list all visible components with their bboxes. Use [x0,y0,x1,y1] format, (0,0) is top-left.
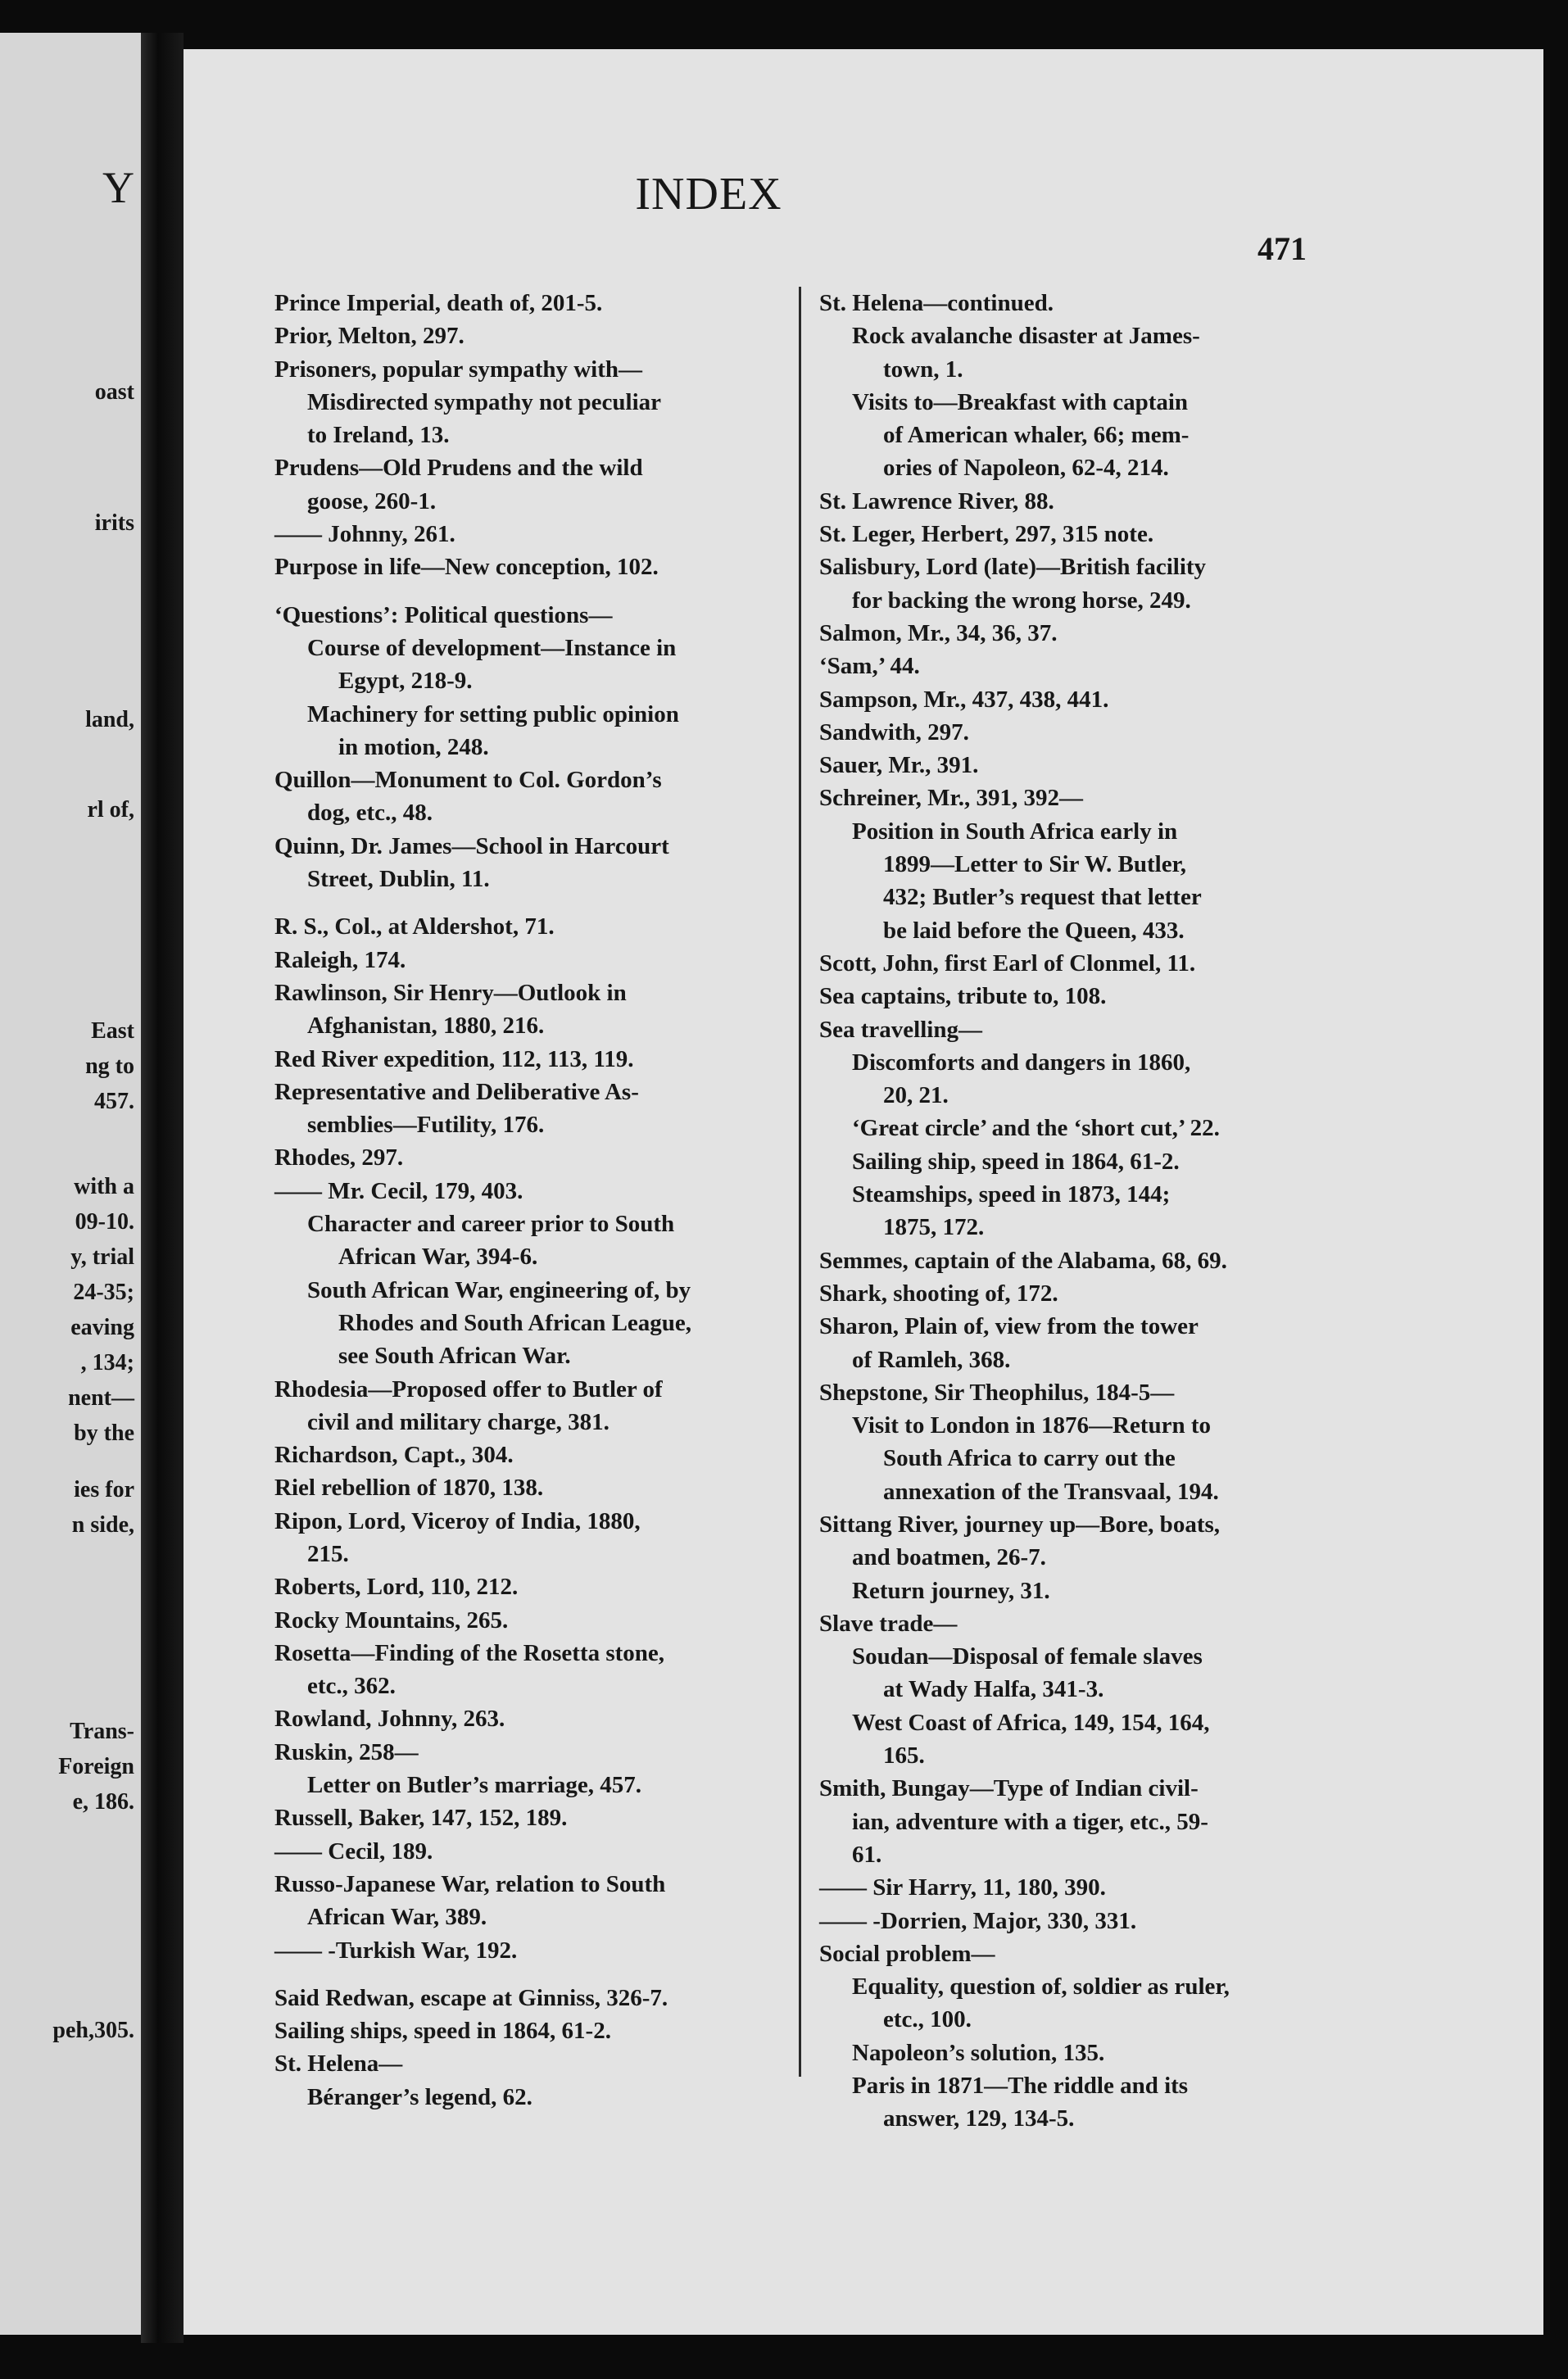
index-entry-line: Rock avalanche disaster at James- [852,323,1200,350]
index-entry-line: Return journey, 31. [852,1577,1050,1604]
index-entry-line: St. Leger, Herbert, 297, 315 note. [819,521,1154,548]
index-entry-line: Scott, John, first Earl of Clonmel, 11. [819,949,1196,977]
index-entry-line: Richardson, Capt., 304. [274,1442,514,1469]
index-entry-line: Machinery for setting public opinion [307,700,679,727]
index-entry-line: 61. [852,1841,882,1868]
index-entry-line: Ripon, Lord, Viceroy of India, 1880, [274,1507,641,1534]
index-entry-line: 215. [307,1540,349,1567]
page-number: 471 [1258,230,1307,267]
index-entry-line: Rhodes, 297. [274,1144,404,1171]
index-entry-line: —— Cecil, 189. [274,1837,433,1865]
index-entry-line: ian, adventure with a tiger, etc., 59- [852,1808,1208,1835]
index-entry-line: Letter on Butler’s marriage, 457. [307,1772,642,1799]
index-entry-line: Rhodesia—Proposed offer to Butler of [274,1375,663,1402]
entry-spacer [274,584,789,599]
index-entry-line: 1875, 172. [883,1214,985,1241]
index-entry-line: for backing the wrong horse, 249. [852,587,1191,614]
index-entry-line: Rocky Mountains, 265. [274,1606,509,1634]
index-entry-line: Ruskin, 258— [274,1738,419,1765]
index-entry-line: West Coast of Africa, 149, 154, 164, [852,1709,1210,1736]
index-entry-line: Prior, Melton, 297. [274,323,465,350]
index-entry-line: Sauer, Mr., 391. [819,752,979,779]
index-entry-line: Social problem— [819,1940,995,1967]
index-entry-line: Course of development—Instance in [307,634,677,661]
entry-spacer [274,895,789,910]
index-entry-line: St. Lawrence River, 88. [819,487,1054,514]
index-entry-line: Red River expedition, 112, 113, 119. [274,1045,634,1072]
index-entry-line: Street, Dublin, 11. [307,866,490,893]
facing-page-fragment: Trans- [70,1719,134,1744]
index-entry-line: ories of Napoleon, 62-4, 214. [883,455,1169,482]
index-entry-line: African War, 389. [307,1904,487,1931]
index-entry-line: 432; Butler’s request that letter [883,884,1202,911]
book-gutter [141,33,184,2343]
index-entry-line: Semmes, captain of the Alabama, 68, 69. [819,1247,1227,1274]
index-entry-line: Sharon, Plain of, view from the tower [819,1313,1199,1340]
index-entry-line: Sampson, Mr., 437, 438, 441. [819,686,1109,713]
index-entry-line: St. Helena—continued. [819,290,1054,316]
index-entry-line: of American whaler, 66; mem- [883,422,1190,449]
index-entry-line: Russell, Baker, 147, 152, 189. [274,1805,568,1832]
index-entry-line: Rawlinson, Sir Henry—Outlook in [274,979,627,1006]
index-entry-line: South African War, engineering of, by [307,1276,691,1303]
index-entry-line: Representative and Deliberative As- [274,1078,639,1105]
index-entry-line: goose, 260-1. [307,487,437,514]
index-entry-line: and boatmen, 26-7. [852,1544,1046,1571]
index-entry-line: African War, 394-6. [338,1244,538,1271]
index-entry-line: Smith, Bungay—Type of Indian civil- [819,1775,1199,1802]
index-entry-line: Sandwith, 297. [819,718,969,745]
index-entry-line: Paris in 1871—The riddle and its [852,2073,1189,2100]
facing-page-fragment: n side, [71,1512,134,1538]
facing-page-fragment: eaving [70,1315,134,1340]
facing-page-fragment: by the [74,1421,134,1446]
index-entry-line: —— -Dorrien, Major, 330, 331. [819,1907,1137,1934]
index-entry-line: Position in South Africa early in [852,818,1178,845]
facing-page-fragment: Y [102,163,134,212]
facing-page-fragment: y, trial [70,1244,134,1270]
index-entry-line: Soudan—Disposal of female slaves [852,1643,1203,1670]
facing-page-fragment: 09-10. [75,1209,134,1235]
facing-page-fragment: ies for [74,1477,134,1502]
index-entry-line: Sea captains, tribute to, 108. [819,983,1107,1010]
facing-page-fragment: peh,305. [52,2018,134,2043]
index-entry-line: Prisoners, popular sympathy with— [274,356,643,383]
index-entry-line: town, 1. [883,356,963,383]
index-entry-line: 20, 21. [883,1082,949,1109]
index-entry-line: Salmon, Mr., 34, 36, 37. [819,619,1058,646]
facing-page-fragment: , 134; [80,1350,134,1375]
index-entry-line: —— Mr. Cecil, 179, 403. [274,1177,523,1204]
index-entry-line: to Ireland, 13. [307,422,450,449]
index-entry-line: etc., 100. [883,2006,972,2033]
index-entry-line: ‘Great circle’ and the ‘short cut,’ 22. [852,1115,1220,1142]
index-entry-line: Rosetta—Finding of the Rosetta stone, [274,1639,665,1666]
facing-page-fragment: land, [85,707,134,732]
index-entry-line: Riel rebellion of 1870, 138. [274,1475,544,1502]
index-entry-line: Napoleon’s solution, 135. [852,2039,1105,2066]
index-entry-line: Raleigh, 174. [274,946,406,973]
index-entry-line: Quinn, Dr. James—School in Harcourt [274,832,669,859]
index-entry-line: Sailing ship, speed in 1864, 61-2. [852,1148,1180,1175]
facing-page-fragment: 457. [94,1089,134,1114]
facing-page-fragment: with a [74,1174,134,1199]
index-entry-line: Visit to London in 1876—Return to [852,1412,1212,1439]
facing-page-text [0,33,141,2335]
index-entry-line: Visits to—Breakfast with captain [852,388,1189,415]
index-entry-line: etc., 362. [307,1673,396,1700]
index-entry-line: Said Redwan, escape at Ginniss, 326-7. [274,1984,668,2011]
index-entry-line: Purpose in life—New conception, 102. [274,554,659,581]
facing-page [0,33,141,2335]
index-entry-line: Misdirected sympathy not peculiar [307,388,662,415]
index-entry-line: semblies—Futility, 176. [307,1112,545,1139]
index-entry-line: Slave trade— [819,1610,958,1637]
index-entry-line: Rhodes and South African League, [338,1309,692,1336]
index-entry-line: Sea travelling— [819,1016,982,1043]
facing-page-fragment: rl of, [87,797,134,822]
index-entry-line: —— -Turkish War, 192. [274,1937,518,1964]
index-entry-line: Roberts, Lord, 110, 212. [274,1574,519,1601]
index-entry-line: Afghanistan, 1880, 216. [307,1013,545,1040]
facing-page-fragment: 24-35; [73,1280,134,1305]
index-entry-line: Schreiner, Mr., 391, 392— [819,785,1083,812]
facing-page-fragment: East [91,1018,134,1044]
index-entry-line: Prudens—Old Prudens and the wild [274,455,643,482]
index-entry-line: Rowland, Johnny, 263. [274,1706,505,1733]
index-entry-line: Shark, shooting of, 172. [819,1280,1058,1307]
index-entry-line: Russo-Japanese War, relation to South [274,1870,666,1897]
page-title: INDEX [635,169,782,220]
facing-page-fragment: irits [94,510,134,536]
index-column-right [819,287,1327,2136]
index-entry-line: Steamships, speed in 1873, 144; [852,1181,1171,1208]
index-entry-line: Equality, question of, soldier as ruler, [852,1973,1230,2001]
facing-page-fragment: Foreign [58,1754,134,1779]
index-entry-line: in motion, 248. [338,733,489,760]
facing-page-fragment: oast [94,379,134,405]
index-entry-line: of Ramleh, 368. [852,1346,1011,1373]
index-entry-line: Character and career prior to South [307,1211,675,1238]
index-entry-line: St. Helena— [274,2050,403,2078]
index-entry-line: R. S., Col., at Aldershot, 71. [274,913,555,940]
index-entry-line: South Africa to carry out the [883,1445,1176,1472]
index-entry-line: Sittang River, journey up—Bore, boats, [819,1511,1221,1538]
index-entry-line: 165. [883,1742,925,1770]
index-entry-line: Egypt, 218-9. [338,668,473,695]
index-entry-line: Salisbury, Lord (late)—British facility [819,554,1207,581]
index-entry-line: at Wady Halfa, 341-3. [883,1676,1104,1703]
index-column-left [274,287,789,2114]
index-entry-line: Quillon—Monument to Col. Gordon’s [274,767,662,794]
index-entry-line: dog, etc., 48. [307,800,433,827]
index-entry-line: ‘Questions’: Political questions— [274,601,613,628]
index-entry-line: civil and military charge, 381. [307,1408,610,1435]
index-entry-line: annexation of the Transvaal, 194. [883,1478,1219,1505]
index-entry-line: —— Johnny, 261. [274,521,455,548]
index-entry-line: Shepstone, Sir Theophilus, 184-5— [819,1379,1175,1406]
index-entry-line: —— Sir Harry, 11, 180, 390. [819,1874,1106,1901]
index-entry-line: Discomforts and dangers in 1860, [852,1049,1191,1076]
index-entry-line: 1899—Letter to Sir W. Butler, [883,851,1187,878]
facing-page-fragment: ng to [85,1054,134,1079]
index-entry-line: Sailing ships, speed in 1864, 61-2. [274,2018,611,2045]
index-entry-line: Béranger’s legend, 62. [307,2083,532,2110]
index-entry-line: see South African War. [338,1343,571,1370]
index-entry-line: answer, 129, 134-5. [883,2105,1075,2132]
facing-page-fragment: e, 186. [72,1789,134,1815]
index-entry-line: ‘Sam,’ 44. [819,653,920,680]
entry-spacer [274,1967,789,1982]
index-entry-line: Prince Imperial, death of, 201-5. [274,290,603,316]
index-entry-line: be laid before the Queen, 433. [883,917,1185,944]
column-divider [799,287,801,2077]
facing-page-fragment: nent— [68,1385,134,1411]
